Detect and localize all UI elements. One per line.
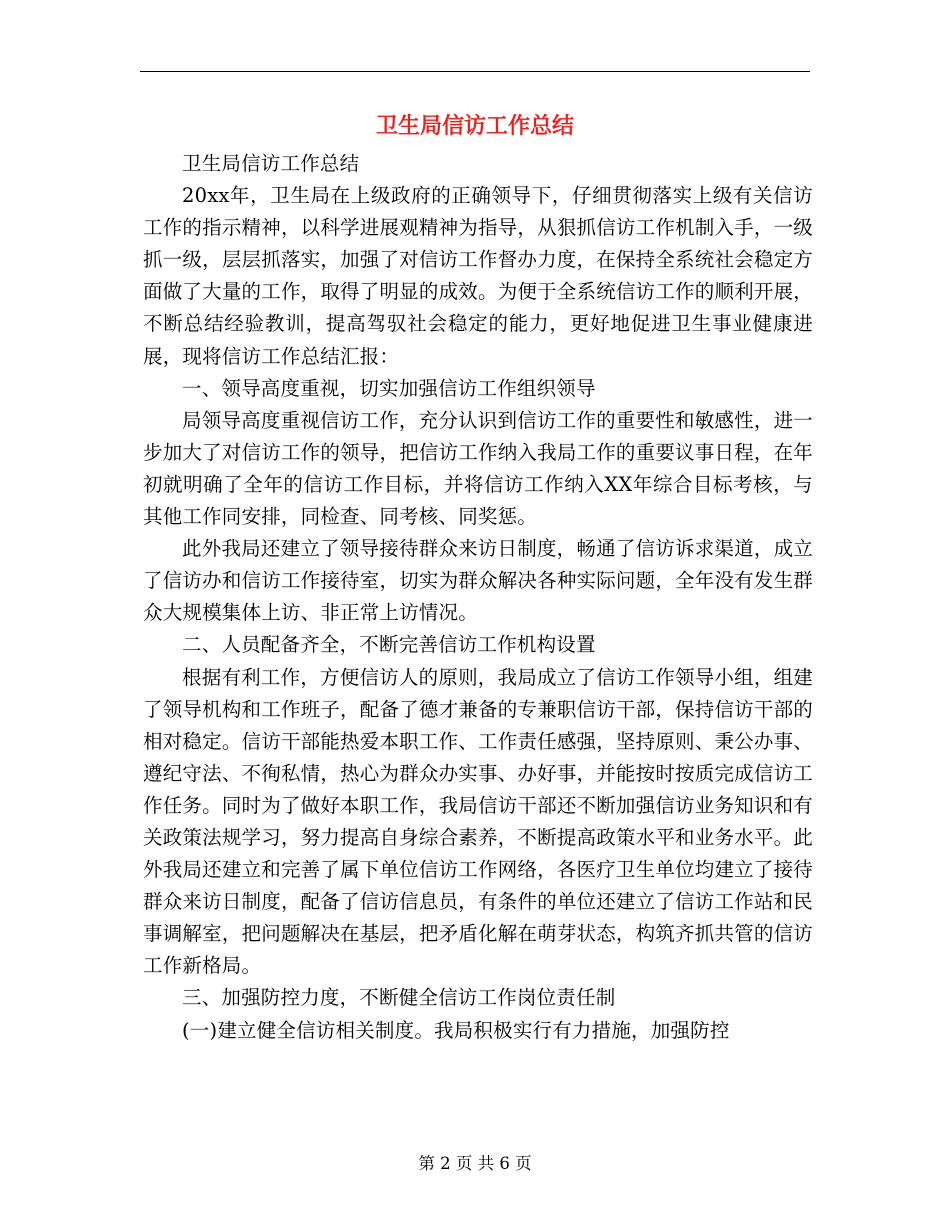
section-heading-3: 三、加强防控力度，不断健全信访工作岗位责任制 (182, 986, 616, 1010)
paragraph: 局领导高度重视信访工作，充分认识到信访工作的重要性和敏感性，进一步加大了对信访工作的领导，把信访工作纳入我局工作的重要议事日程，在年初就明确了全年的信访工作目标，并将信访工作纳入XX年综合目标考核，与其他工作同安排，同检查、同考核、同奖惩。 (143, 408, 813, 529)
header-rule (140, 71, 810, 72)
document-title: 卫生局信访工作总结 (375, 113, 574, 139)
paragraph-subtitle: 卫生局信访工作总结 (182, 152, 360, 175)
paragraph: (一)建立健全信访相关制度。我局积极实行有力措施，加强防控 (182, 1018, 730, 1042)
paragraph: 此外我局还建立了领导接待群众来访日制度，畅通了信访诉求渠道，成立了信访办和信访工作接待室，切实为群众解决各种实际问题，全年没有发生群众大规模集体上访、非正常上访情况。 (143, 537, 813, 625)
document-body (143, 148, 813, 1047)
page-number: 第 2 页 共 6 页 (418, 1154, 532, 1173)
paragraph-intro: 20xx年，卫生局在上级政府的正确领导下，仔细贯彻落实上级有关信访工作的指示精神，以科学进展观精神为指导，从狠抓信访工作机制入手，一级抓一级，层层抓落实，加强了对信访工作督办力度，在保持全系统社会稳定方面做了大量的工作，取得了明显的成效。为便于全系统信访工作的顺利开展，不断总结经验教训，提高驾驭社会稳定的能力，更好地促进卫生事业健康进展，现将信访工作总结汇报： (143, 184, 813, 368)
paragraph: 根据有利工作，方便信访人的原则，我局成立了信访工作领导小组，组建了领导机构和工作班子，配备了德才兼备的专兼职信访干部，保持信访干部的相对稳定。信访干部能热爱本职工作、工作责任感强，坚持原则、秉公办事、遵纪守法、不徇私情，热心为群众办实事、办好事，并能按时按质完成信访工作任务。同时为了做好本职工作，我局信访干部还不断加强信访业务知识和有关政策法规学习，努力提高自身综合素养，不断提高政策水平和业务水平。此外我局还建立和完善了属下单位信访工作网络，各医疗卫生单位均建立了接待群众来访日制度，配备了信访信息员，有条件的单位还建立了信访工作站和民事调解室，把问题解决在基层，把矛盾化解在萌芽状态，构筑齐抓共管的信访工作新格局。 (143, 665, 813, 978)
section-heading-2: 二、人员配备齐全，不断完善信访工作机构设置 (182, 633, 596, 657)
section-heading-1: 一、领导高度重视，切实加强信访工作组织领导 (182, 376, 596, 400)
